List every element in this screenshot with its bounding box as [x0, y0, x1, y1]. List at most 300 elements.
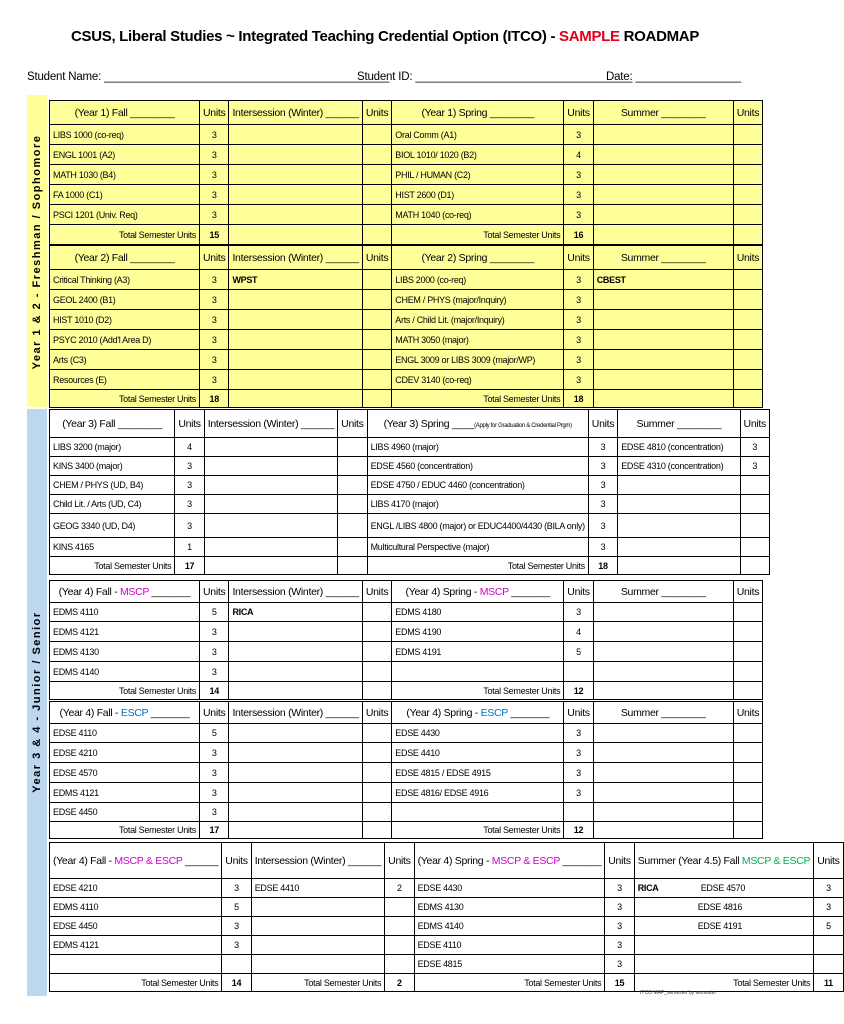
spring-header: (Year 4) Spring - ESCP _______: [392, 702, 564, 724]
units-cell: [733, 290, 762, 310]
table-row: [50, 476, 770, 495]
units-cell: 4: [564, 622, 593, 642]
course-cell: Total Semester Units: [50, 822, 200, 839]
units-header: Units: [564, 246, 593, 270]
units-cell: [338, 457, 367, 476]
date-field: Date: _________________: [606, 71, 741, 83]
units-cell: 3: [200, 125, 229, 145]
units-cell: 3: [564, 205, 593, 225]
units-cell: [733, 803, 762, 822]
units-cell: 3: [200, 803, 229, 822]
units-cell: 3: [605, 917, 634, 936]
units-cell: 3: [175, 457, 204, 476]
table-row: [50, 438, 770, 457]
units-cell: [814, 936, 843, 955]
units-cell: [733, 822, 762, 839]
units-cell: [362, 724, 391, 743]
units-cell: 3: [588, 438, 617, 457]
units-cell: [740, 495, 769, 514]
spring-header: (Year 2) Spring ________: [392, 246, 564, 270]
units-header: Units: [733, 246, 762, 270]
units-cell: 16: [564, 225, 593, 245]
course-cell: Total Semester Units: [367, 557, 588, 575]
units-cell: 3: [605, 955, 634, 974]
units-cell: 3: [564, 310, 593, 330]
course-cell: [229, 743, 362, 763]
course-cell: EDSE 4430: [392, 724, 564, 743]
course-cell: LIBS 2000 (co-req): [392, 270, 564, 290]
course-cell: Arts (C3): [50, 350, 200, 370]
units-cell: [362, 803, 391, 822]
units-cell: 18: [200, 390, 229, 408]
course-cell: [204, 438, 337, 457]
units-cell: [362, 270, 391, 290]
course-cell: HIST 2600 (D1): [392, 185, 564, 205]
course-cell: EDMS 4121: [50, 936, 222, 955]
units-header: Units: [222, 843, 251, 879]
course-cell: Total Semester Units: [634, 974, 814, 992]
course-cell: [634, 936, 814, 955]
course-cell: EDMS 4130: [414, 898, 605, 917]
units-cell: 5: [814, 917, 843, 936]
units-cell: 3: [605, 898, 634, 917]
course-cell: PHIL / HUMAN (C2): [392, 165, 564, 185]
units-cell: 3: [814, 898, 843, 917]
units-header: Units: [338, 410, 367, 438]
course-cell: Total Semester Units: [50, 682, 200, 700]
year1-table: [49, 100, 763, 245]
fall-header: (Year 4) Fall - ESCP _______: [50, 702, 200, 724]
course-cell: EDMS 4121: [50, 622, 200, 642]
course-cell: EDMS 4110: [50, 898, 222, 917]
units-header: Units: [200, 101, 229, 125]
course-cell: [593, 145, 733, 165]
units-header: Units: [200, 702, 229, 724]
course-cell: EDMS 4191: [392, 642, 564, 662]
intersession-header: Intersession (Winter) ______: [229, 581, 362, 603]
course-cell: Total Semester Units: [50, 557, 175, 575]
units-cell: [733, 682, 762, 700]
course-cell: [251, 936, 384, 955]
summer-header: Summer ________: [593, 101, 733, 125]
units-cell: [740, 557, 769, 575]
course-cell: RICA EDSE 4570: [634, 879, 814, 898]
summer-header: Summer ________: [593, 246, 733, 270]
units-cell: 3: [200, 763, 229, 783]
course-cell: EDMS 4140: [50, 662, 200, 682]
units-cell: 3: [200, 185, 229, 205]
course-cell: EDMS 4110: [50, 603, 200, 622]
units-cell: 12: [564, 682, 593, 700]
course-cell: [229, 125, 362, 145]
units-cell: [733, 310, 762, 330]
course-cell: ENGL 3009 or LIBS 3009 (major/WP): [392, 350, 564, 370]
course-cell: [593, 642, 733, 662]
units-cell: 3: [740, 438, 769, 457]
course-cell: [618, 495, 740, 514]
spring-header: (Year 4) Spring - MSCP _______: [392, 581, 564, 603]
units-cell: 3: [588, 514, 617, 538]
course-cell: Total Semester Units: [251, 974, 384, 992]
course-cell: [204, 495, 337, 514]
units-cell: [362, 390, 391, 408]
units-cell: [338, 514, 367, 538]
course-cell: [593, 205, 733, 225]
course-cell: MATH 3050 (major): [392, 330, 564, 350]
course-cell: CBEST: [593, 270, 733, 290]
course-cell: KINS 3400 (major): [50, 457, 175, 476]
course-cell: [229, 390, 362, 408]
course-cell: [251, 955, 384, 974]
course-cell: [593, 662, 733, 682]
units-cell: 3: [222, 917, 251, 936]
course-cell: [593, 743, 733, 763]
units-cell: [733, 662, 762, 682]
course-cell: Total Semester Units: [50, 225, 200, 245]
course-cell: Total Semester Units: [392, 390, 564, 408]
fall-header: (Year 3) Fall ________: [50, 410, 175, 438]
table-row: [50, 350, 763, 370]
table-row: [50, 370, 763, 390]
units-header: Units: [362, 246, 391, 270]
units-cell: [362, 662, 391, 682]
course-cell: [593, 125, 733, 145]
course-cell: LIBS 1000 (co-req): [50, 125, 200, 145]
course-cell: LIBS 4170 (major): [367, 495, 588, 514]
intersession-header: Intersession (Winter) ______: [229, 246, 362, 270]
table-row: [50, 879, 844, 898]
course-cell: [593, 330, 733, 350]
table-row: [50, 974, 844, 992]
course-cell: MATH 1030 (B4): [50, 165, 200, 185]
units-cell: [733, 743, 762, 763]
course-cell: GEOL 2400 (B1): [50, 290, 200, 310]
units-cell: [740, 476, 769, 495]
course-cell: ENGL /LIBS 4800 (major) or EDUC4400/4430 (BILA only): [367, 514, 588, 538]
course-cell: BIOL 1010/ 1020 (B2): [392, 145, 564, 165]
units-cell: [338, 438, 367, 457]
units-cell: [733, 783, 762, 803]
course-cell: [229, 662, 362, 682]
table-row: [50, 225, 763, 245]
units-cell: [564, 803, 593, 822]
fall-header: (Year 4) Fall - MSCP & ESCP ______: [50, 843, 222, 879]
summer-header: Summer ________: [618, 410, 740, 438]
units-cell: 3: [222, 879, 251, 898]
units-cell: [733, 185, 762, 205]
course-cell: [204, 538, 337, 557]
course-cell: [229, 682, 362, 700]
units-cell: [733, 370, 762, 390]
table-row: [50, 642, 763, 662]
table-row: [50, 724, 763, 743]
course-cell: CHEM / PHYS (UD, B4): [50, 476, 175, 495]
course-cell: [618, 557, 740, 575]
course-cell: [204, 557, 337, 575]
units-cell: [733, 205, 762, 225]
course-cell: EDMS 4130: [50, 642, 200, 662]
course-cell: CHEM / PHYS (major/Inquiry): [392, 290, 564, 310]
course-cell: Resources (E): [50, 370, 200, 390]
course-cell: EDMS 4180: [392, 603, 564, 622]
units-cell: 3: [588, 476, 617, 495]
units-cell: [362, 145, 391, 165]
table-row: [50, 165, 763, 185]
course-cell: [229, 724, 362, 743]
course-cell: RICA: [229, 603, 362, 622]
course-cell: [229, 822, 362, 839]
student-name-field: Student Name: ______________________________________________: [27, 71, 390, 83]
units-cell: 5: [200, 603, 229, 622]
units-header: Units: [200, 581, 229, 603]
course-cell: WPST: [229, 270, 362, 290]
course-cell: Oral Comm (A1): [392, 125, 564, 145]
intersession-header: Intersession (Winter) ______: [229, 702, 362, 724]
table-row: [50, 955, 844, 974]
units-cell: [362, 205, 391, 225]
course-cell: [593, 390, 733, 408]
units-cell: 3: [200, 205, 229, 225]
course-cell: [593, 724, 733, 743]
units-cell: 3: [200, 370, 229, 390]
table-row: [50, 495, 770, 514]
units-cell: 3: [200, 290, 229, 310]
summer-header: Summer ________: [593, 581, 733, 603]
course-cell: EDSE 4191: [634, 917, 814, 936]
course-cell: [229, 330, 362, 350]
units-cell: 3: [564, 743, 593, 763]
course-cell: [593, 603, 733, 622]
units-cell: [733, 390, 762, 408]
table-row: [50, 803, 763, 822]
units-cell: [362, 290, 391, 310]
course-cell: EDSE 4210: [50, 879, 222, 898]
table-row: [50, 145, 763, 165]
course-cell: [229, 642, 362, 662]
table-row: [50, 662, 763, 682]
footnote: ITCO MAP_semester by semester: [640, 990, 717, 996]
units-cell: 3: [564, 763, 593, 783]
band-label-lower: Year 1 & 2 - Freshman / Sophomore: [31, 134, 43, 370]
course-cell: EDSE 4110: [414, 936, 605, 955]
units-cell: [362, 682, 391, 700]
intersession-header: Intersession (Winter) ______: [229, 101, 362, 125]
course-cell: EDSE 4560 (concentration): [367, 457, 588, 476]
units-cell: [733, 622, 762, 642]
course-cell: PSYC 2010 (Add'l Area D): [50, 330, 200, 350]
units-cell: [362, 743, 391, 763]
units-cell: [564, 662, 593, 682]
course-cell: [593, 622, 733, 642]
course-cell: EDSE 4450: [50, 803, 200, 822]
course-cell: [229, 310, 362, 330]
course-cell: EDSE 4750 / EDUC 4460 (concentration): [367, 476, 588, 495]
course-cell: [229, 185, 362, 205]
units-cell: 18: [564, 390, 593, 408]
course-cell: EDSE 4310 (concentration): [618, 457, 740, 476]
units-cell: 1: [175, 538, 204, 557]
course-cell: [392, 803, 564, 822]
course-cell: PSCI 1201 (Univ. Req): [50, 205, 200, 225]
units-cell: 3: [564, 270, 593, 290]
units-cell: 5: [222, 898, 251, 917]
units-cell: [733, 330, 762, 350]
units-cell: 3: [588, 495, 617, 514]
course-cell: Multicultural Perspective (major): [367, 538, 588, 557]
units-cell: 3: [564, 290, 593, 310]
course-cell: EDSE 4815: [414, 955, 605, 974]
fall-header: (Year 2) Fall ________: [50, 246, 200, 270]
table-row: [50, 783, 763, 803]
year2-table: [49, 245, 763, 408]
course-cell: HIST 1010 (D2): [50, 310, 200, 330]
table-row: [50, 682, 763, 700]
course-cell: [618, 538, 740, 557]
units-cell: [385, 917, 414, 936]
course-cell: [593, 310, 733, 330]
units-header: Units: [605, 843, 634, 879]
units-header: Units: [740, 410, 769, 438]
units-cell: 3: [588, 457, 617, 476]
units-cell: [385, 898, 414, 917]
units-cell: [814, 955, 843, 974]
course-cell: Total Semester Units: [50, 974, 222, 992]
course-cell: EDMS 4190: [392, 622, 564, 642]
units-cell: 3: [605, 879, 634, 898]
units-header: Units: [362, 581, 391, 603]
units-cell: [338, 495, 367, 514]
units-cell: 3: [564, 330, 593, 350]
units-cell: [733, 270, 762, 290]
course-cell: [204, 514, 337, 538]
course-cell: [618, 476, 740, 495]
units-cell: [362, 350, 391, 370]
units-cell: [740, 514, 769, 538]
course-cell: LIBS 3200 (major): [50, 438, 175, 457]
course-cell: EDSE 4410: [392, 743, 564, 763]
units-header: Units: [175, 410, 204, 438]
table-row: [50, 185, 763, 205]
units-cell: 3: [564, 603, 593, 622]
units-cell: 3: [200, 662, 229, 682]
units-header: Units: [733, 101, 762, 125]
table-row: [50, 917, 844, 936]
table-row: [50, 557, 770, 575]
course-cell: [229, 622, 362, 642]
course-cell: [204, 457, 337, 476]
course-cell: FA 1000 (C1): [50, 185, 200, 205]
units-cell: 2: [385, 974, 414, 992]
course-cell: Child Lit. / Arts (UD, C4): [50, 495, 175, 514]
units-header: Units: [588, 410, 617, 438]
spring-header: (Year 4) Spring - MSCP & ESCP _______: [414, 843, 605, 879]
units-cell: 14: [200, 682, 229, 700]
units-header: Units: [733, 702, 762, 724]
year4-escp-table: [49, 701, 763, 839]
course-cell: [229, 370, 362, 390]
course-cell: [251, 898, 384, 917]
units-cell: [733, 225, 762, 245]
units-cell: [733, 763, 762, 783]
units-cell: [362, 622, 391, 642]
course-cell: CDEV 3140 (co-req): [392, 370, 564, 390]
table-row: [50, 290, 763, 310]
units-cell: [733, 145, 762, 165]
course-cell: [50, 955, 222, 974]
units-cell: 3: [564, 783, 593, 803]
table-row: [50, 310, 763, 330]
units-cell: [385, 936, 414, 955]
course-cell: [204, 476, 337, 495]
units-cell: 3: [200, 622, 229, 642]
course-cell: [593, 370, 733, 390]
units-cell: [362, 330, 391, 350]
units-cell: 3: [200, 350, 229, 370]
table-row: [50, 330, 763, 350]
course-cell: [229, 290, 362, 310]
units-cell: 3: [175, 476, 204, 495]
course-cell: [251, 917, 384, 936]
course-cell: [593, 822, 733, 839]
course-cell: Arts / Child Lit. (major/Inquiry): [392, 310, 564, 330]
table-row: [50, 205, 763, 225]
units-cell: 3: [200, 145, 229, 165]
course-cell: EDSE 4450: [50, 917, 222, 936]
units-cell: 3: [564, 165, 593, 185]
units-cell: 3: [605, 936, 634, 955]
units-cell: 3: [222, 936, 251, 955]
units-header: Units: [362, 101, 391, 125]
summer-header: Summer (Year 4.5) Fall MSCP & ESCP: [634, 843, 814, 879]
units-cell: 3: [175, 514, 204, 538]
course-cell: [593, 290, 733, 310]
course-cell: EDSE 4210: [50, 743, 200, 763]
course-cell: MATH 1040 (co-req): [392, 205, 564, 225]
course-cell: [229, 205, 362, 225]
table-row: [50, 514, 770, 538]
course-cell: [634, 955, 814, 974]
course-cell: [593, 783, 733, 803]
course-cell: [229, 783, 362, 803]
units-cell: 3: [200, 642, 229, 662]
course-cell: EDSE 4815 / EDSE 4915: [392, 763, 564, 783]
units-cell: 3: [814, 879, 843, 898]
units-cell: 3: [564, 185, 593, 205]
units-cell: 3: [740, 457, 769, 476]
page-title: CSUS, Liberal Studies ~ Integrated Teaching Credential Option (ITCO) - SAMPLE ROADMAP: [70, 28, 700, 45]
course-cell: [593, 763, 733, 783]
table-row: [50, 390, 763, 408]
units-cell: 3: [175, 495, 204, 514]
course-cell: [229, 165, 362, 185]
course-cell: [593, 350, 733, 370]
summer-header: Summer ________: [593, 702, 733, 724]
course-cell: [593, 225, 733, 245]
course-cell: EDMS 4140: [414, 917, 605, 936]
intersession-header: Intersession (Winter) ______: [204, 410, 337, 438]
fall-header: (Year 4) Fall - MSCP _______: [50, 581, 200, 603]
units-cell: [362, 310, 391, 330]
table-row: [50, 936, 844, 955]
year4-combined-table: [49, 842, 844, 992]
units-cell: [385, 955, 414, 974]
units-cell: [362, 603, 391, 622]
course-cell: EDMS 4121: [50, 783, 200, 803]
fall-header: (Year 1) Fall ________: [50, 101, 200, 125]
course-cell: EDSE 4816: [634, 898, 814, 917]
course-cell: [593, 165, 733, 185]
table-row: [50, 270, 763, 290]
